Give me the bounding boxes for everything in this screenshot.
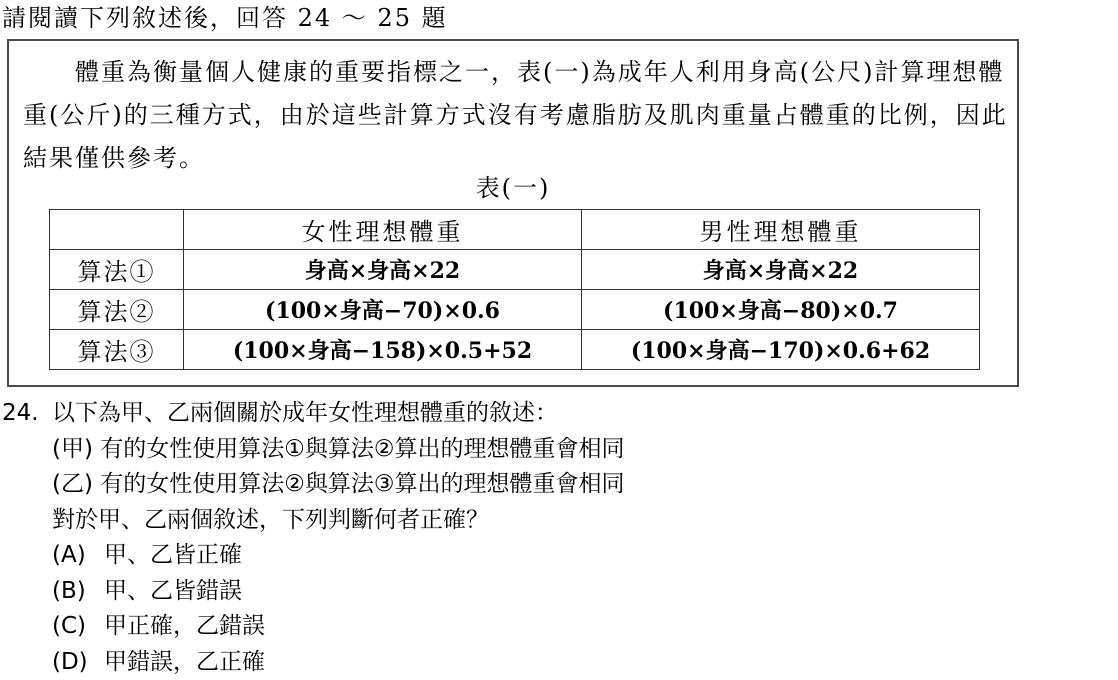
option-c[interactable] — [2, 609, 625, 645]
statement-tag: (甲) — [52, 436, 93, 462]
passage-text: 體重為衡量個人健康的重要指標之一，表(一)為成年人利用身高(公尺)計算理想體重(公斤)的三種方式，由於這些計算方式沒有考慮脂肪及肌肉重量占體重的比例，因此結果僅供參考。 — [23, 51, 1013, 180]
statement-tag: (乙) — [52, 471, 93, 497]
option-text: 甲正確，乙錯誤 — [104, 613, 265, 639]
option-letter: (B) — [52, 574, 104, 610]
table-header-row — [50, 210, 980, 250]
question-stem: 以下為甲、乙兩個關於成年女性理想體重的敘述： — [52, 400, 558, 426]
row-label: 算法③ — [50, 330, 184, 370]
option-letter: (C) — [52, 609, 104, 645]
question-24 — [2, 396, 625, 680]
option-text: 甲、乙皆錯誤 — [104, 578, 242, 604]
male-formula: 身高×身高×22 — [582, 250, 980, 290]
table-header-female: 女性理想體重 — [184, 210, 582, 250]
option-letter: (A) — [52, 538, 104, 574]
statement-yi — [2, 467, 625, 503]
table-row — [50, 290, 980, 330]
option-text: 甲錯誤，乙正確 — [104, 649, 265, 675]
question-number: 24. — [2, 396, 52, 432]
table-header-male: 男性理想體重 — [582, 210, 980, 250]
option-b[interactable] — [2, 574, 625, 610]
male-formula: (100×身高−170)×0.6+62 — [582, 330, 980, 370]
table-header-blank — [50, 210, 184, 250]
row-label: 算法① — [50, 250, 184, 290]
formula-table — [49, 209, 980, 370]
instruction-text: 請閱讀下列敘述後，回答 24 ～ 25 題 — [2, 2, 448, 34]
row-label: 算法② — [50, 290, 184, 330]
table-caption: 表(一) — [9, 171, 1017, 205]
option-text: 甲、乙皆正確 — [104, 542, 242, 568]
female-formula: (100×身高−158)×0.5+52 — [184, 330, 582, 370]
option-letter: (D) — [52, 645, 104, 680]
male-formula: (100×身高−80)×0.7 — [582, 290, 980, 330]
passage-box — [7, 39, 1019, 387]
option-a[interactable] — [2, 538, 625, 574]
question-prompt: 對於甲、乙兩個敘述，下列判斷何者正確？ — [2, 503, 625, 539]
statement-jia — [2, 432, 625, 468]
statement-text: 有的女性使用算法①與算法②算出的理想體重會相同 — [100, 436, 624, 462]
female-formula: (100×身高−70)×0.6 — [184, 290, 582, 330]
question-stem-line — [2, 396, 625, 432]
table-row — [50, 250, 980, 290]
statement-text: 有的女性使用算法②與算法③算出的理想體重會相同 — [100, 471, 624, 497]
table-row — [50, 330, 980, 370]
female-formula: 身高×身高×22 — [184, 250, 582, 290]
